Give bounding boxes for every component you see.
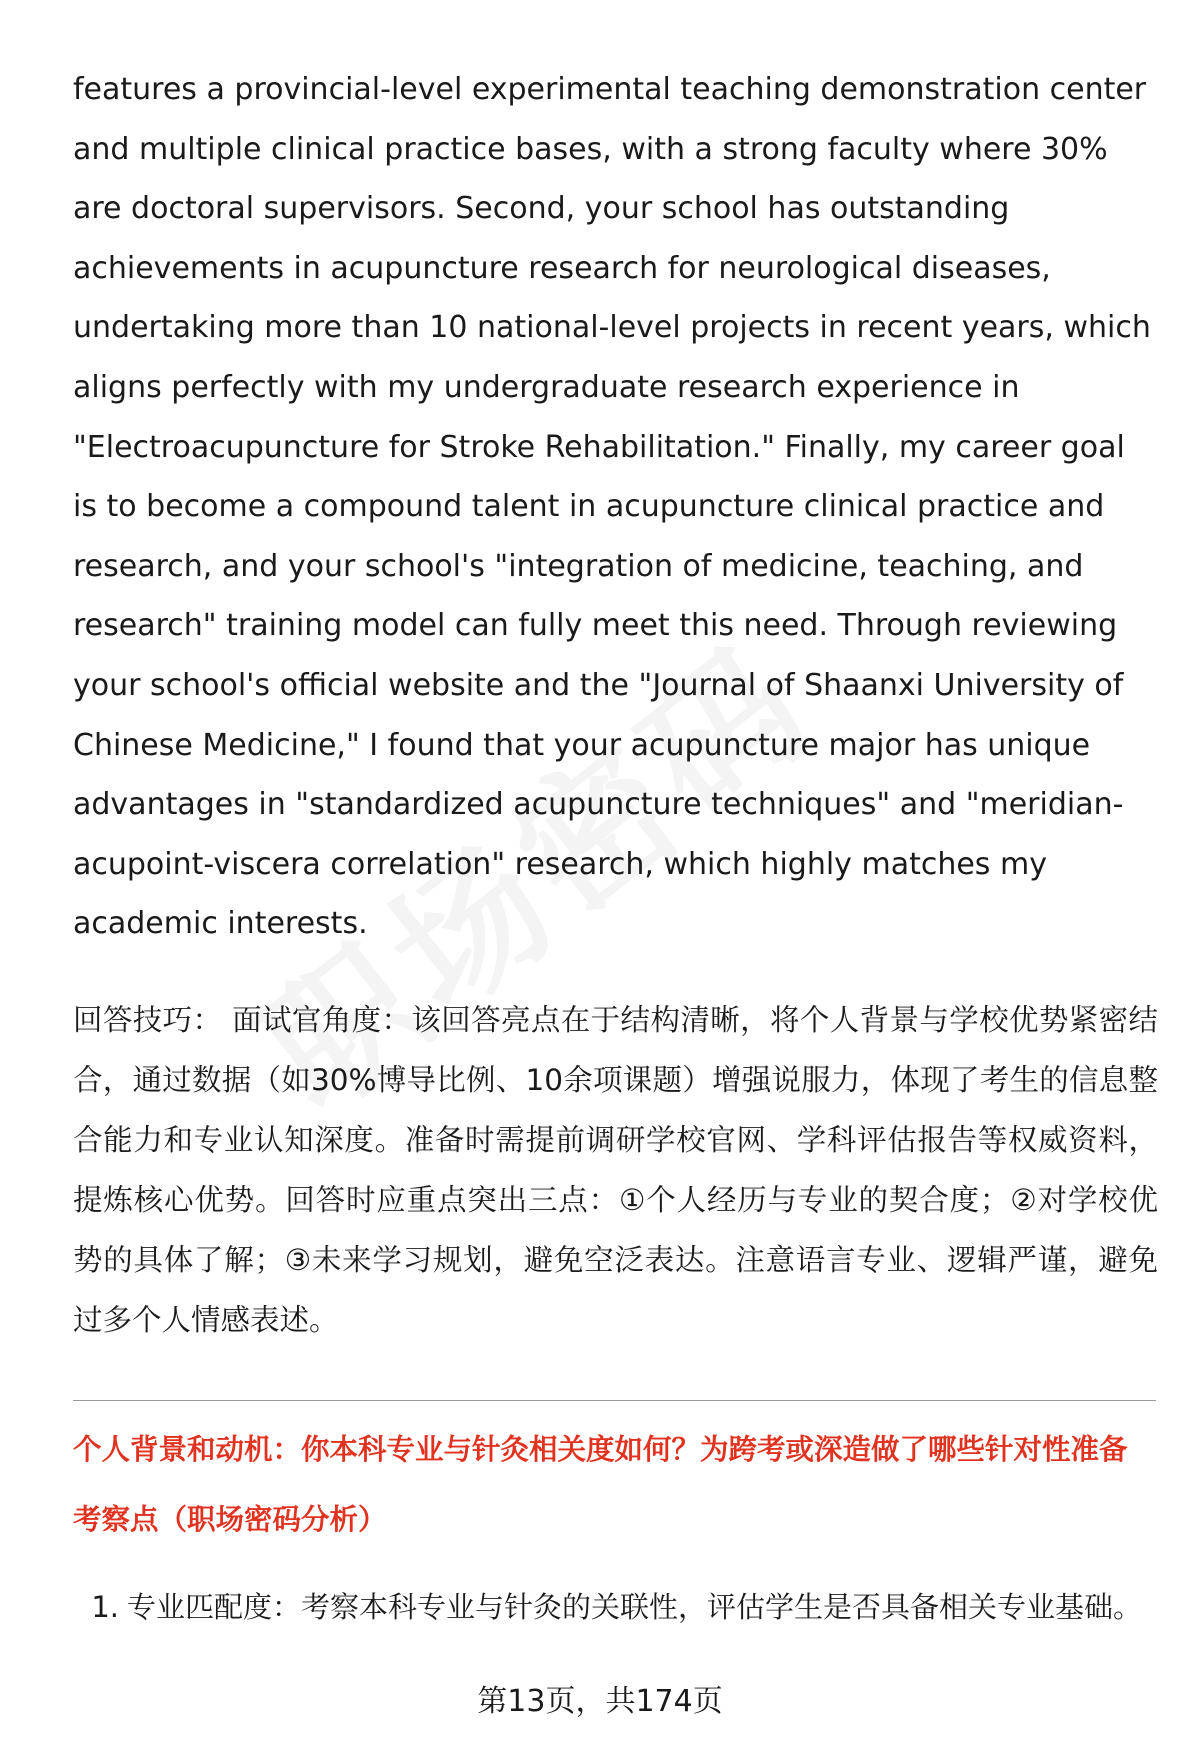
document-content — [73, 60, 1158, 1637]
list-item-number: 1. — [91, 1589, 119, 1624]
answer-tips-paragraph: 回答技巧： 面试官角度：该回答亮点在于结构清晰，将个人背景与学校优势紧密结合，通过数据（如30%博导比例、10余项课题）增强说服力，体现了考生的信息整合能力和专业认知深度。准备时需提前调研学校官网、学科评估报告等权威资料，提炼核心优势。回答时应重点突出三点：①个人经历与专业的契合度；②对学校优势的具体了解；③未来学习规划，避免空泛表达。注意语言专业、逻辑严谨，避免过多个人情感表述。 — [73, 1002, 1158, 1337]
question-heading: 个人背景和动机：你本科专业与针灸相关度如何？为跨考或深造做了哪些针对性准备 — [73, 1432, 1128, 1466]
list-item — [73, 1577, 1158, 1637]
examination-point-subheading: 考察点（职场密码分析） — [73, 1502, 387, 1536]
section-divider — [73, 1400, 1156, 1401]
examination-point-list — [73, 1577, 1158, 1637]
page-number: 第13页，共174页 — [477, 1684, 723, 1719]
list-item-text: 专业匹配度：考察本科专业与针灸的关联性，评估学生是否具备相关专业基础。 — [127, 1589, 1143, 1624]
answer-body-paragraph: features a provincial-level experimental teaching demonstration center and multiple clinical practice bases, with a strong faculty where 30% are doctoral supervisors. Second, your school has outstanding achievements in acupuncture research for neurological diseases, undertaking more than 10 national-level projects in recent years, which aligns perfectly with my undergraduate research experience in "Electroacupuncture for Stroke Rehabilitation." Finally, my career goal is to become a compound talent in acupuncture clinical practice and research, and your school's "integration of medicine, teaching, and research" training model can fully meet this need. Through reviewing your school's official website and the "Journal of Shaanxi University of Chinese Medicine," I found that your acupuncture major has unique advantages in "standardized acupuncture techniques" and "meridian-acupoint-viscera correlation" research, which highly matches my academic interests. — [73, 72, 1151, 942]
